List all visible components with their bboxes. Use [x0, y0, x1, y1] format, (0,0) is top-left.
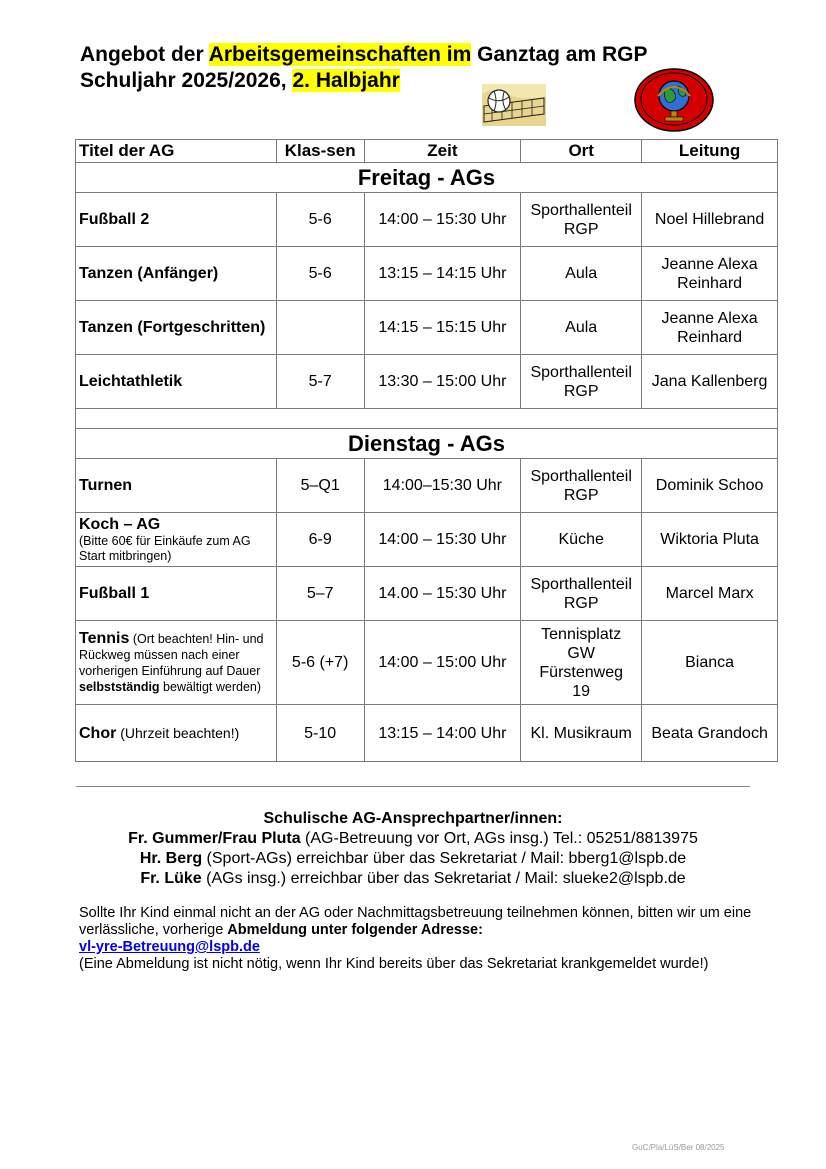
- ag-place: Sporthallenteil RGP: [521, 459, 642, 513]
- ag-title: Tanzen (Anfänger): [76, 247, 277, 301]
- title-highlight-1: Arbeitsgemeinschaften im: [208, 43, 472, 66]
- ag-leader: Jeanne Alexa Reinhard: [642, 247, 778, 301]
- ag-title: Fußball 1: [76, 567, 277, 621]
- table-row: [76, 355, 778, 409]
- ag-title: Fußball 2: [76, 193, 277, 247]
- title-line-2: Schuljahr 2025/2026, 2. Halbjahr: [80, 69, 400, 92]
- ag-classes: 5–7: [276, 567, 364, 621]
- table-row: [76, 621, 778, 705]
- ag-leader: Jeanne Alexa Reinhard: [642, 301, 778, 355]
- contact-details: (AG-Betreuung vor Ort, AGs insg.) Tel.: 05251/8813975: [300, 830, 698, 847]
- table-row: [76, 459, 778, 513]
- contact-name: Fr. Gummer/Frau Pluta: [128, 830, 301, 847]
- header-leader: Leitung: [642, 140, 778, 163]
- ag-classes: 6-9: [276, 513, 364, 567]
- header-place: Ort: [521, 140, 642, 163]
- ag-note: (Ort beachten! Hin- und Rückweg müssen nach einer vorherigen Einführung auf Dauer: [79, 631, 264, 678]
- notice-footnote: (Eine Abmeldung ist nicht nötig, wenn Ihr Kind bereits über das Sekretariat krankgemeldet wurde!): [79, 956, 709, 972]
- ag-classes: 5-6: [276, 193, 364, 247]
- ag-classes: [276, 301, 364, 355]
- ag-note-end: bewältigt werden): [159, 679, 262, 694]
- absence-notice: [79, 905, 779, 973]
- table-row: [76, 193, 778, 247]
- footer-code: GuC/Pla/LüS/Ber 08/2025: [632, 1143, 725, 1152]
- notice-text: Sollte Ihr Kind einmal nicht an der AG oder Nachmittagsbetreuung teilnehmen können, bitten wir um eine verlässliche, vorherige Abmeldung unter folgender Adresse:: [79, 905, 752, 938]
- ag-time: 14.00 – 15:30 Uhr: [364, 567, 521, 621]
- ag-leader: Noel Hillebrand: [642, 193, 778, 247]
- ag-place: Sporthallenteil RGP: [521, 193, 642, 247]
- ag-classes: 5-7: [276, 355, 364, 409]
- title-line-1: Angebot der Arbeitsgemeinschaften im Ganztag am RGP: [80, 43, 648, 66]
- ag-classes: 5–Q1: [276, 459, 364, 513]
- ag-time: 13:15 – 14:00 Uhr: [364, 705, 521, 762]
- title-highlight-2: 2. Halbjahr: [292, 69, 400, 92]
- ag-time: 14:00 – 15:30 Uhr: [364, 193, 521, 247]
- ag-title-cell: [76, 621, 277, 705]
- contacts-heading: Schulische AG-Ansprechpartner/innen:: [263, 810, 563, 827]
- contact-name: Fr. Lüke: [140, 870, 202, 887]
- ag-note: (Bitte 60€ für Einkäufe zum AG Start mitbringen): [79, 534, 251, 563]
- ag-leader: Bianca: [642, 621, 778, 705]
- header-title: Titel der AG: [76, 140, 277, 163]
- header-time: Zeit: [364, 140, 521, 163]
- ag-leader: Marcel Marx: [642, 567, 778, 621]
- ag-time: 14:00–15:30 Uhr: [364, 459, 521, 513]
- table-row: [76, 513, 778, 567]
- ag-time: 14:00 – 15:30 Uhr: [364, 513, 521, 567]
- ag-table: [75, 139, 778, 762]
- ag-title: Chor: [79, 724, 117, 742]
- contact-line: [76, 829, 750, 849]
- contact-line: [76, 869, 750, 889]
- ag-place: Sporthallenteil RGP: [521, 567, 642, 621]
- ag-title-cell: [76, 705, 277, 762]
- ag-classes: 5-6: [276, 247, 364, 301]
- ag-title-cell: [76, 513, 277, 567]
- table-row: [76, 567, 778, 621]
- spacer-row: [76, 409, 778, 429]
- ag-place: Küche: [521, 513, 642, 567]
- notice-bold: Abmeldung unter folgender Adresse:: [227, 922, 483, 938]
- ag-time: 14:15 – 15:15 Uhr: [364, 301, 521, 355]
- ag-place: Tennisplatz GW Fürstenweg 19: [521, 621, 642, 705]
- contact-line: [76, 849, 750, 869]
- contact-name: Hr. Berg: [139, 850, 203, 867]
- tuesday-heading: Dienstag - AGs: [76, 429, 778, 459]
- ag-title: Turnen: [76, 459, 277, 513]
- table-header-row: [76, 140, 778, 163]
- ag-title: Tanzen (Fortgeschritten): [76, 301, 277, 355]
- contact-details: (Sport-AGs) erreichbar über das Sekretariat / Mail: bberg1@lspb.de: [202, 850, 687, 867]
- ag-place: Aula: [521, 247, 642, 301]
- volleyball-icon: [482, 84, 546, 126]
- divider: [76, 786, 750, 787]
- ag-title: Tennis: [79, 629, 130, 647]
- ag-time: 14:00 – 15:00 Uhr: [364, 621, 521, 705]
- ag-place: Sporthallenteil RGP: [521, 355, 642, 409]
- globe-icon: [634, 68, 714, 132]
- ag-title: Leichtathletik: [76, 355, 277, 409]
- ag-time: 13:15 – 14:15 Uhr: [364, 247, 521, 301]
- friday-heading: Freitag - AGs: [76, 163, 778, 193]
- ag-title: Koch – AG: [79, 516, 161, 533]
- contact-details: (AGs insg.) erreichbar über das Sekretariat / Mail: slueke2@lspb.de: [201, 870, 686, 887]
- table-row: [76, 705, 778, 762]
- table-row: [76, 247, 778, 301]
- contacts-block: [76, 809, 750, 889]
- ag-leader: Dominik Schoo: [642, 459, 778, 513]
- ag-leader: Wiktoria Pluta: [642, 513, 778, 567]
- ag-place: Aula: [521, 301, 642, 355]
- ag-leader: Beata Grandoch: [642, 705, 778, 762]
- header-classes: Klas-sen: [276, 140, 364, 163]
- ag-leader: Jana Kallenberg: [642, 355, 778, 409]
- ag-time: 13:30 – 15:00 Uhr: [364, 355, 521, 409]
- email-link[interactable]: vl-yre-Betreuung@lspb.de: [79, 939, 260, 955]
- ag-classes: 5-10: [276, 705, 364, 762]
- ag-note-bold: selbstständig: [79, 679, 160, 694]
- ag-place: Kl. Musikraum: [521, 705, 642, 762]
- ag-classes: 5-6 (+7): [276, 621, 364, 705]
- ag-note: (Uhrzeit beachten!): [116, 724, 240, 741]
- table-row: [76, 301, 778, 355]
